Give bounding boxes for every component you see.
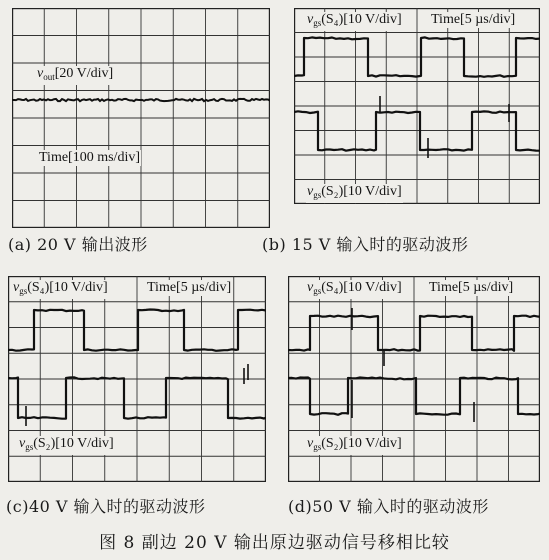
scope-grid-b bbox=[294, 8, 540, 204]
caption-b: (b) 15 V 输入时的驱动波形 bbox=[262, 235, 469, 254]
vgs-s2-label-c: $v_{gs}(S_2)[10$ V/div] bbox=[18, 436, 115, 455]
vgs-s2-label-d: $v_{gs}(S_2)[10$ V/div] bbox=[306, 436, 403, 455]
scope-grid-a bbox=[12, 8, 270, 228]
time-scale-label-c: Time[5 µs/div] bbox=[147, 280, 232, 295]
time-scale-label-a: Time[100 ms/div] bbox=[39, 150, 140, 165]
time-scale-label-b: Time[5 µs/div] bbox=[431, 12, 516, 27]
oscilloscope-panel-c bbox=[8, 276, 266, 482]
oscilloscope-panel-d bbox=[288, 276, 540, 482]
oscilloscope-panel-a bbox=[12, 8, 270, 228]
caption-d: (d)50 V 输入时的驱动波形 bbox=[288, 497, 489, 516]
vgs-s4-trace bbox=[8, 310, 266, 351]
caption-c: (c)40 V 输入时的驱动波形 bbox=[6, 497, 206, 516]
time-scale-label-d: Time[5 µs/div] bbox=[429, 280, 514, 295]
oscilloscope-panel-b bbox=[294, 8, 540, 204]
vgs-s4-label-b: $v_{gs}(S_4)[10$ V/div] bbox=[306, 12, 403, 31]
caption-a: (a) 20 V 输出波形 bbox=[8, 235, 148, 254]
vout-trace bbox=[12, 99, 270, 101]
figure-caption: 图 8 副边 20 V 输出原边驱动信号移相比较 bbox=[99, 533, 450, 553]
vgs-s4-label-c: $v_{gs}(S_4)[10$ V/div] bbox=[12, 280, 109, 299]
vout-scale-label: $v_{out}[20$ V/div] bbox=[36, 66, 114, 85]
graticule bbox=[12, 8, 270, 228]
vgs-s4-label-d: $v_{gs}(S_4)[10$ V/div] bbox=[306, 280, 403, 299]
vgs-s2-label-b: $v_{gs}(S_2)[10$ V/div] bbox=[306, 184, 403, 203]
